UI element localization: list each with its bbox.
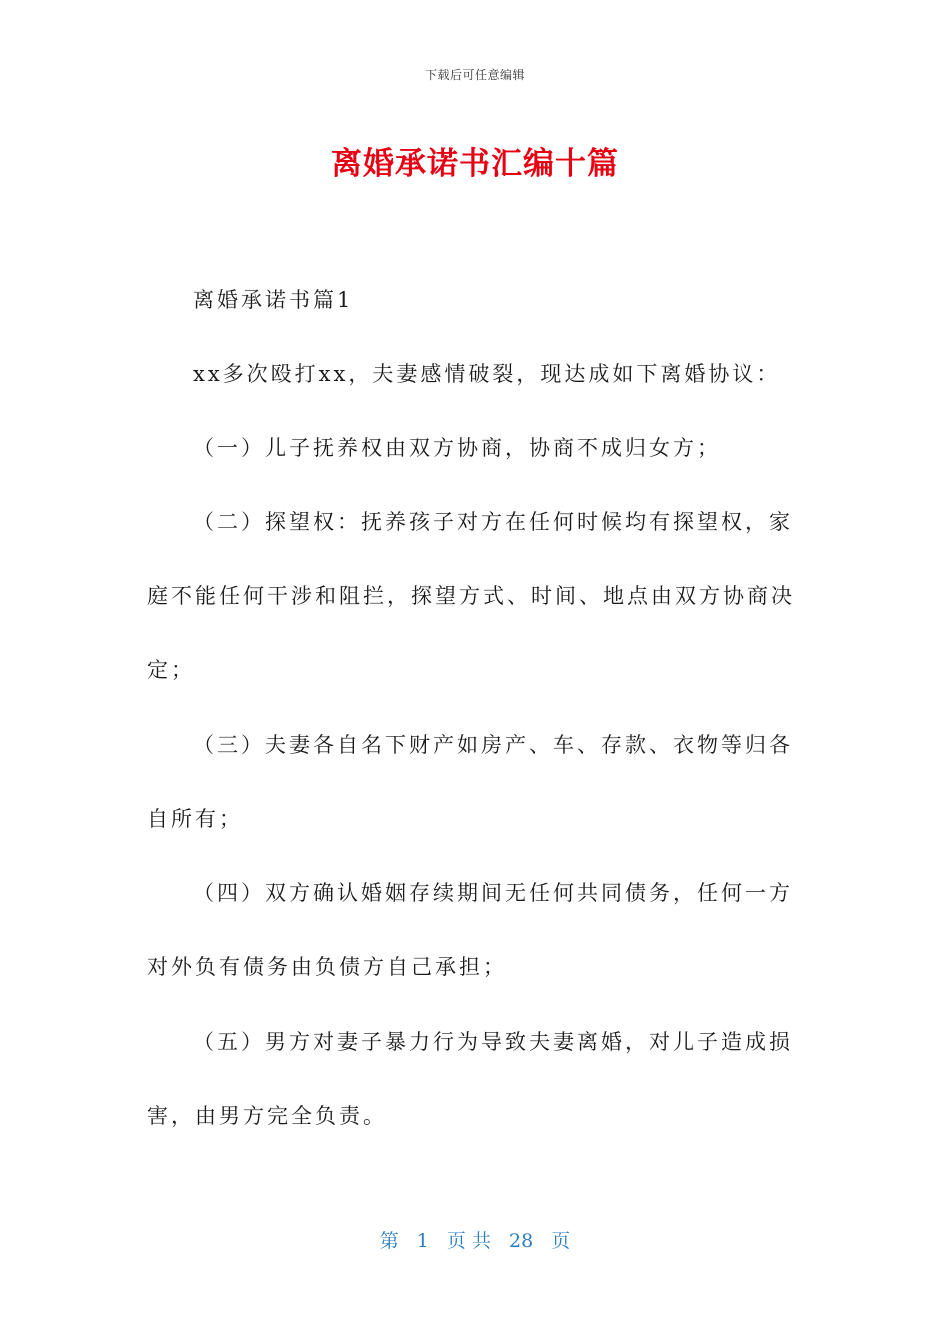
footer-prefix: 第 — [379, 1230, 399, 1252]
paragraph-line: 害，由男方完全负责。 — [147, 1104, 387, 1128]
paragraph-line: （三）夫妻各自名下财产如房产、车、存款、衣物等归各 — [193, 733, 793, 757]
header-note: 下载后可任意编辑 — [424, 68, 525, 82]
paragraph-line: （一）儿子抚养权由双方协商，协商不成归女方； — [193, 436, 721, 460]
document-title: 离婚承诺书汇编十篇 — [331, 146, 619, 182]
paragraph-line: 庭不能任何干涉和阻拦，探望方式、时间、地点由双方协商决 — [147, 584, 795, 608]
page-footer — [0, 1226, 950, 1253]
paragraph-line: （二）探望权：抚养孩子对方在任何时候均有探望权，家 — [193, 510, 793, 534]
paragraph-line: 对外负有债务由负债方自己承担； — [147, 955, 507, 979]
total-pages-number: 28 — [509, 1230, 534, 1252]
paragraph-line: （四）双方确认婚姻存续期间无任何共同债务，任何一方 — [193, 881, 793, 905]
footer-middle: 页 共 — [446, 1230, 491, 1252]
paragraph-line: 定； — [147, 658, 195, 682]
paragraph-line: xx多次殴打xx，夫妻感情破裂，现达成如下离婚协议： — [193, 362, 781, 386]
current-page-number: 1 — [416, 1230, 429, 1252]
paragraph-line: 自所有； — [147, 807, 243, 831]
section-heading: 离婚承诺书篇1 — [193, 288, 354, 312]
paragraph-line: （五）男方对妻子暴力行为导致夫妻离婚，对儿子造成损 — [193, 1030, 793, 1054]
footer-suffix: 页 — [551, 1230, 571, 1252]
